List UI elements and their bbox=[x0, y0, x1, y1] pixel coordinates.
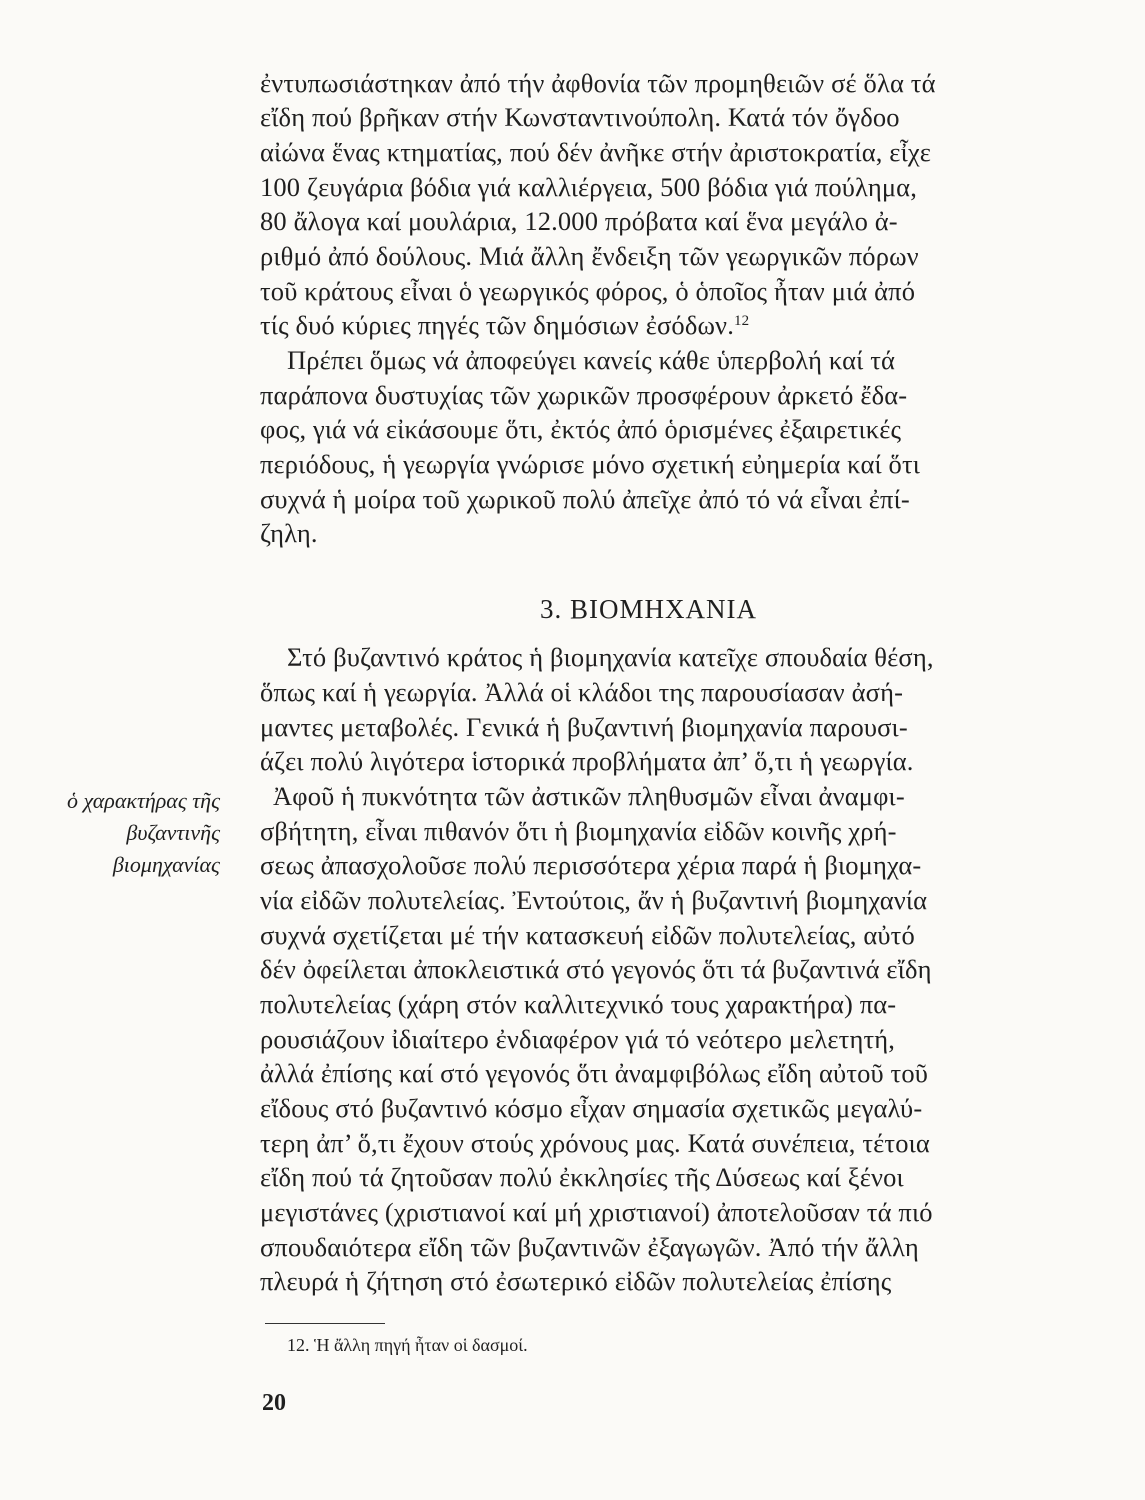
body-line: συχνά ἡ μοίρα τοῦ χωρικοῦ πολύ ἀπεῖχε ἀπό τό νά εἶναι ἐπί- bbox=[260, 484, 910, 514]
body-line: Ἀφοῦ ἡ πυκνότητα τῶν ἀστικῶν πληθυσμῶν εἶναι ἀναμφι- bbox=[273, 781, 905, 811]
body-line: εἴδη πού βρῆκαν στήν Κωνσταντινούπολη. Κατά τόν ὄγδοο bbox=[260, 102, 900, 132]
body-line: 100 ζευγάρια βόδια γιά καλλιέργεια, 500 βόδια γιά πούλημα, bbox=[260, 172, 917, 202]
body-line: εἴδους στό βυζαντινό κόσμο εἶχαν σημασία σχετικῶς μεγαλύ- bbox=[260, 1093, 923, 1123]
body-line: δέν ὀφείλεται ἀποκλειστικά στό γεγονός ὅτι τά βυζαντινά εἴδη bbox=[260, 954, 932, 984]
page-number: 20 bbox=[262, 1390, 286, 1416]
margin-note-line: βυζαντινῆς bbox=[126, 820, 220, 845]
body-line: εἴδη πού τά ζητοῦσαν πολύ ἐκκλησίες τῆς Δύσεως καί ξένοι bbox=[260, 1162, 904, 1192]
body-line: τερη ἀπ’ ὅ,τι ἔχουν στούς χρόνους μας. Κατά συνέπεια, τέτοια bbox=[260, 1128, 930, 1158]
body-line-text: τίς δυό κύριες πηγές τῶν δημόσιων ἐσόδων. bbox=[260, 310, 734, 340]
body-line: μαντες μεταβολές. Γενικά ἡ βυζαντινή βιομηχανία παρουσι- bbox=[260, 712, 908, 742]
body-line: ἀλλά ἐπίσης καί στό γεγονός ὅτι ἀναμφιβόλως εἴδη αὐτοῦ τοῦ bbox=[260, 1058, 929, 1088]
body-line: άζει πολύ λιγότερα ἱστορικά προβλήματα ἀπ’ ὅ,τι ἡ γεωργία. bbox=[260, 746, 914, 776]
body-line: αἰώνα ἕνας κτηματίας, πού δέν ἀνῆκε στήν ἀριστοκρατία, εἶχε bbox=[260, 137, 932, 167]
body-line: τοῦ κράτους εἶναι ὁ γεωργικός φόρος, ὁ ὁποῖος ἦταν μιά ἀπό bbox=[260, 276, 916, 306]
body-line: σβήτητη, εἶναι πιθανόν ὅτι ἡ βιομηχανία εἰδῶν κοινῆς χρή- bbox=[260, 816, 897, 846]
body-line: νία εἰδῶν πολυτελείας. Ἐντούτοις, ἄν ἡ βυζαντινή βιομηχανία bbox=[260, 885, 928, 915]
body-line: σπουδαιότερα εἴδη τῶν βυζαντινῶν ἐξαγωγῶν. Ἀπό τήν ἄλλη bbox=[260, 1232, 919, 1262]
margin-note-line: βιομηχανίας bbox=[112, 852, 220, 877]
body-line: ρουσιάζουν ἰδιαίτερο ἐνδιαφέρον γιά τό νεότερο μελετητή, bbox=[260, 1024, 896, 1054]
body-line: μεγιστάνες (χριστιανοί καί μή χριστιανοί) ἀποτελοῦσαν τά πιό bbox=[260, 1197, 933, 1227]
footnote-reference: 12 bbox=[733, 313, 750, 329]
body-line: φος, γιά νά εἰκάσουμε ὅτι, ἐκτός ἀπό ὁρισμένες ἐξαιρετικές bbox=[260, 414, 902, 444]
body-line: Πρέπει ὅμως νά ἀποφεύγει κανείς κάθε ὑπερβολή καί τά bbox=[287, 345, 896, 375]
footnote: 12. Ἡ ἄλλη πηγή ἦταν οἱ δασμοί. bbox=[287, 1335, 528, 1355]
body-line: πλευρά ἡ ζήτηση στό ἐσωτερικό εἰδῶν πολυτελείας ἐπίσης bbox=[260, 1266, 892, 1296]
body-line: ζηλη. bbox=[260, 518, 318, 548]
body-line: πολυτελείας (χάρη στόν καλλιτεχνικό τους χαρακτήρα) πα- bbox=[260, 989, 897, 1019]
body-line: 80 ἄλογα καί μουλάρια, 12.000 πρόβατα καί ἕνα μεγάλο ἀ- bbox=[260, 206, 898, 236]
body-line: ριθμό ἀπό δούλους. Μιά ἄλλη ἔνδειξη τῶν γεωργικῶν πόρων bbox=[260, 241, 919, 271]
body-line: ἐντυπωσιάστηκαν ἀπό τήν ἀφθονία τῶν προμηθειῶν σέ ὅλα τά bbox=[260, 68, 936, 98]
body-line: συχνά σχετίζεται μέ τήν κατασκευή εἰδῶν πολυτελείας, αὐτό bbox=[260, 920, 915, 950]
section-heading: 3. ΒΙΟΜΗΧΑΝΙΑ bbox=[540, 594, 757, 624]
body-line: παράπονα δυστυχίας τῶν χωρικῶν προσφέρουν ἀρκετό ἔδα- bbox=[260, 380, 908, 410]
body-line: περιόδους, ἡ γεωργία γνώρισε μόνο σχετική εὐημερία καί ὅτι bbox=[260, 449, 921, 479]
margin-note-line: ὁ χαρακτήρας τῆς bbox=[67, 788, 220, 813]
body-line-with-footnote-ref bbox=[260, 309, 749, 342]
body-line: Στό βυζαντινό κράτος ἡ βιομηχανία κατεῖχε σπουδαία θέση, bbox=[287, 642, 934, 672]
body-line: ὅπως καί ἡ γεωργία. Ἀλλά οἱ κλάδοι της παρουσίασαν ἀσή- bbox=[260, 677, 904, 707]
body-line: σεως ἀπασχολοῦσε πολύ περισσότερα χέρια παρά ἡ βιομηχα- bbox=[260, 850, 922, 880]
footnote-divider bbox=[265, 1323, 385, 1324]
